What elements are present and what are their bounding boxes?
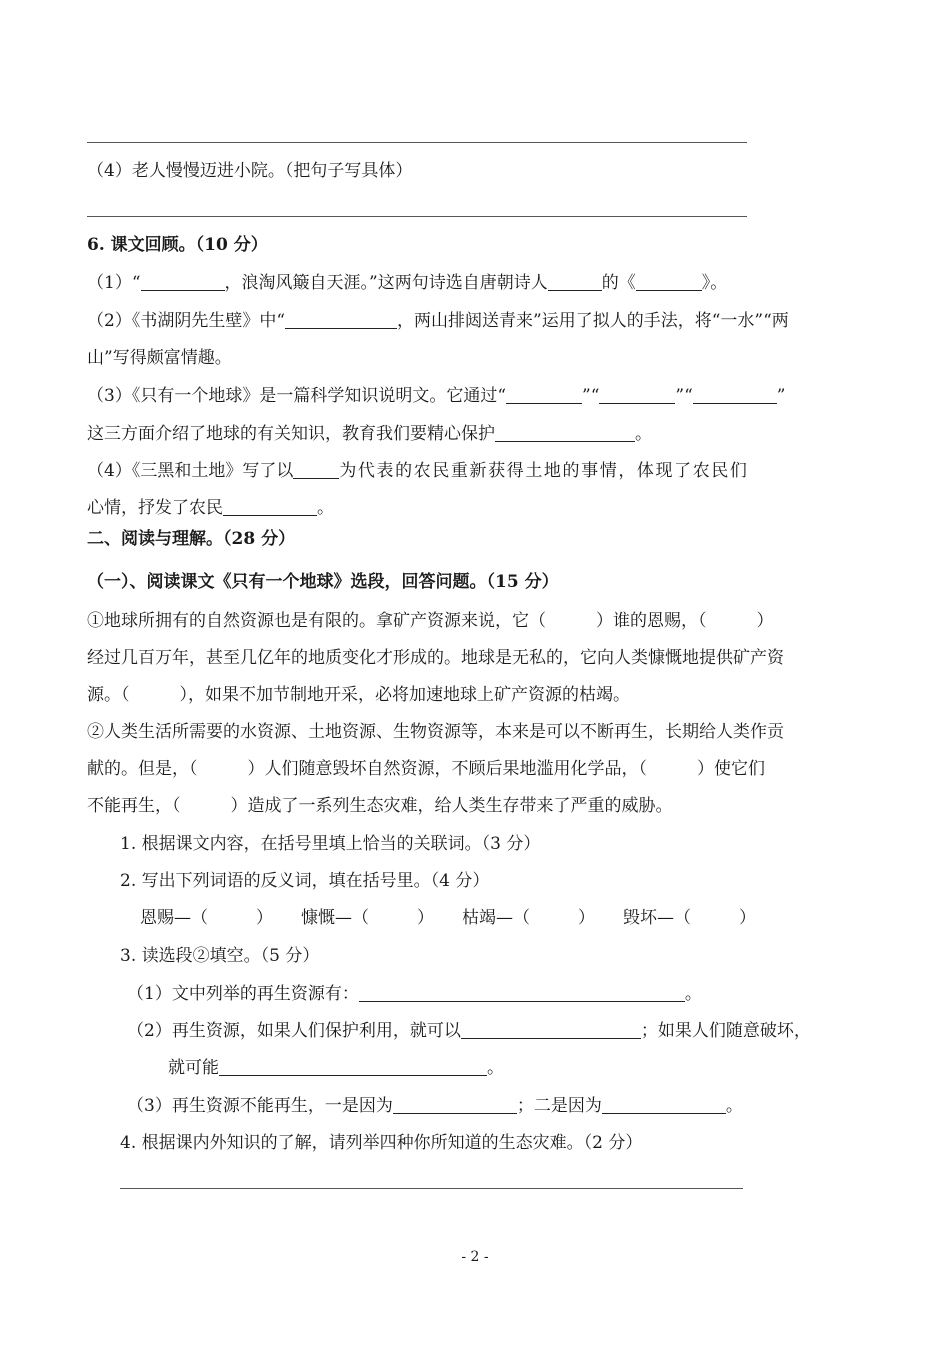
blank[interactable] [359,985,685,1002]
antonym-3-word: 枯竭—（ [462,908,530,928]
blank[interactable] [285,312,397,329]
review-q4-line2 [87,497,334,519]
question-4-rewrite: （4）老人慢慢迈进小院。（把句子写具体） [87,161,413,181]
t3-2b-text-b: 。 [487,1058,504,1078]
p2c-text-a: 不能再生，（ [87,796,181,816]
blank[interactable] [495,425,635,442]
review-q2-line2: 山”写得颇富情趣。 [87,348,232,368]
antonym-1-close: ） [256,908,273,928]
q2-text-a: （2）《书湖阴先生壁》中“ [87,311,286,331]
q3-text-b: ”“ [582,386,600,406]
t3-3-text-a: （3）再生资源不能再生，一是因为 [127,1096,393,1116]
p1-text-a: ①地球所拥有的自然资源也是有限的。拿矿产资源来说，它（ [87,611,546,631]
antonym-4-close: ） [739,908,756,928]
answer-line-4 [87,216,747,217]
q3-text-d: ” [776,386,786,406]
t3-2b-text-a: 就可能 [168,1058,219,1078]
task-4: 4. 根据课内外知识的了解，请列举四种你所知道的生态灾难。（2 分） [120,1133,643,1153]
p1-text-b: ）谁的恩赐，（ [596,611,707,631]
q3-text-a: （3）《只有一个地球》是一篇科学知识说明文。它通过“ [87,386,507,406]
antonym-2-word: 慷慨—（ [301,908,369,928]
section-6-title: 6. 课文回顾。（10 分） [87,235,268,255]
q1-text-d: 》。 [701,273,728,293]
q4b-text-a: 心情，抒发了农民 [87,498,223,518]
passage-p1-line3 [87,684,630,706]
blank[interactable] [602,1097,726,1114]
q1-text-b: ，浪淘风簸自天涯。”这两句诗选自唐朝诗人 [224,273,548,293]
p2b-text-c: ）使它们 [697,759,765,779]
t3-1-text-a: （1）文中列举的再生资源有： [127,984,359,1004]
p2c-text-b: ）造成了一系列生态灾难，给人类生存带来了严重的威胁。 [230,796,673,816]
blank[interactable] [293,462,339,479]
passage-p1-line1 [87,610,863,632]
blank[interactable] [219,1059,487,1076]
task-3-3 [127,1095,743,1117]
q4b-text-b: 。 [317,498,334,518]
passage-p2-line3 [87,795,673,817]
q3b-text-b: 。 [635,424,652,444]
antonym-1-word: 恩赐—（ [140,908,208,928]
review-q4-line1 [87,460,863,482]
q1-text-c: 的《 [601,273,636,293]
p1c-text-a: 源。（ [87,685,130,705]
q3-text-c: ”“ [675,386,693,406]
antonym-row [140,907,756,929]
q4-text-a: （4）《三黑和土地》写了以 [87,461,294,481]
review-q1 [87,272,727,294]
antonym-3-close: ） [578,908,595,928]
passage-p2-line1: ②人类生活所需要的水资源、土地资源、生物资源等，本来是可以不断再生，长期给人类作贡 [87,722,784,742]
blank[interactable] [461,1022,641,1039]
blank[interactable] [393,1097,517,1114]
task-3-2-line2 [168,1057,504,1079]
antonym-2-close: ） [417,908,434,928]
task-3-1 [127,983,702,1005]
blank[interactable] [506,387,582,404]
blank[interactable] [548,274,602,291]
review-q3-line2 [87,423,652,445]
passage-p2-line2 [87,758,863,780]
q3b-text-a: 这三方面介绍了地球的有关知识，教育我们要精心保护 [87,424,495,444]
section-2-title: 二、阅读与理解。（28 分） [87,529,296,549]
blank[interactable] [141,274,225,291]
answer-line-top [87,142,747,143]
t3-2-text-b: ；如果人们随意破坏， [640,1021,811,1041]
passage-p1-line2: 经过几百万年，甚至几亿年的地质变化才形成的。地球是无私的，它向人类慷慨地提供矿产资 [87,648,784,668]
blank[interactable] [599,387,675,404]
blank[interactable] [223,499,317,516]
reading-1-title: （一）、阅读课文《只有一个地球》选段，回答问题。（15 分） [87,572,559,592]
blank[interactable] [693,387,777,404]
p1-text-c: ） [756,611,774,631]
p2b-text-a: 献的。但是，（ [87,759,198,779]
p1c-text-b: ），如果不加节制地开采，必将加速地球上矿产资源的枯竭。 [179,685,630,705]
task-3-2-line1 [127,1020,863,1042]
task-3: 3. 读选段②填空。（5 分） [120,946,320,966]
q4-text-b: 为代表的农民重新获得土地的事情，体现了农民们 [339,461,749,481]
page-number: - 2 - [461,1249,489,1265]
review-q2-line1 [87,310,863,332]
t3-2-text-a: （2）再生资源，如果人们保护利用，就可以 [127,1021,461,1041]
antonym-4-word: 毁坏—（ [623,908,691,928]
t3-3-text-c: 。 [725,1096,743,1116]
answer-line-bottom [120,1188,743,1189]
q2-text-b: ，两山排闼送青来”运用了拟人的手法，将“一水”“两 [397,311,789,331]
blank[interactable] [636,274,702,291]
p2b-text-b: ）人们随意毁坏自然资源，不顾后果地滥用化学品，（ [247,759,647,779]
task-1: 1. 根据课文内容，在括号里填上恰当的关联词。（3 分） [120,834,541,854]
task-2: 2. 写出下列词语的反义词，填在括号里。（4 分） [120,871,490,891]
q1-text-a: （1）“ [87,273,141,293]
t3-1-text-b: 。 [684,984,702,1004]
t3-3-text-b: ；二是因为 [516,1096,602,1116]
review-q3-line1 [87,385,863,407]
